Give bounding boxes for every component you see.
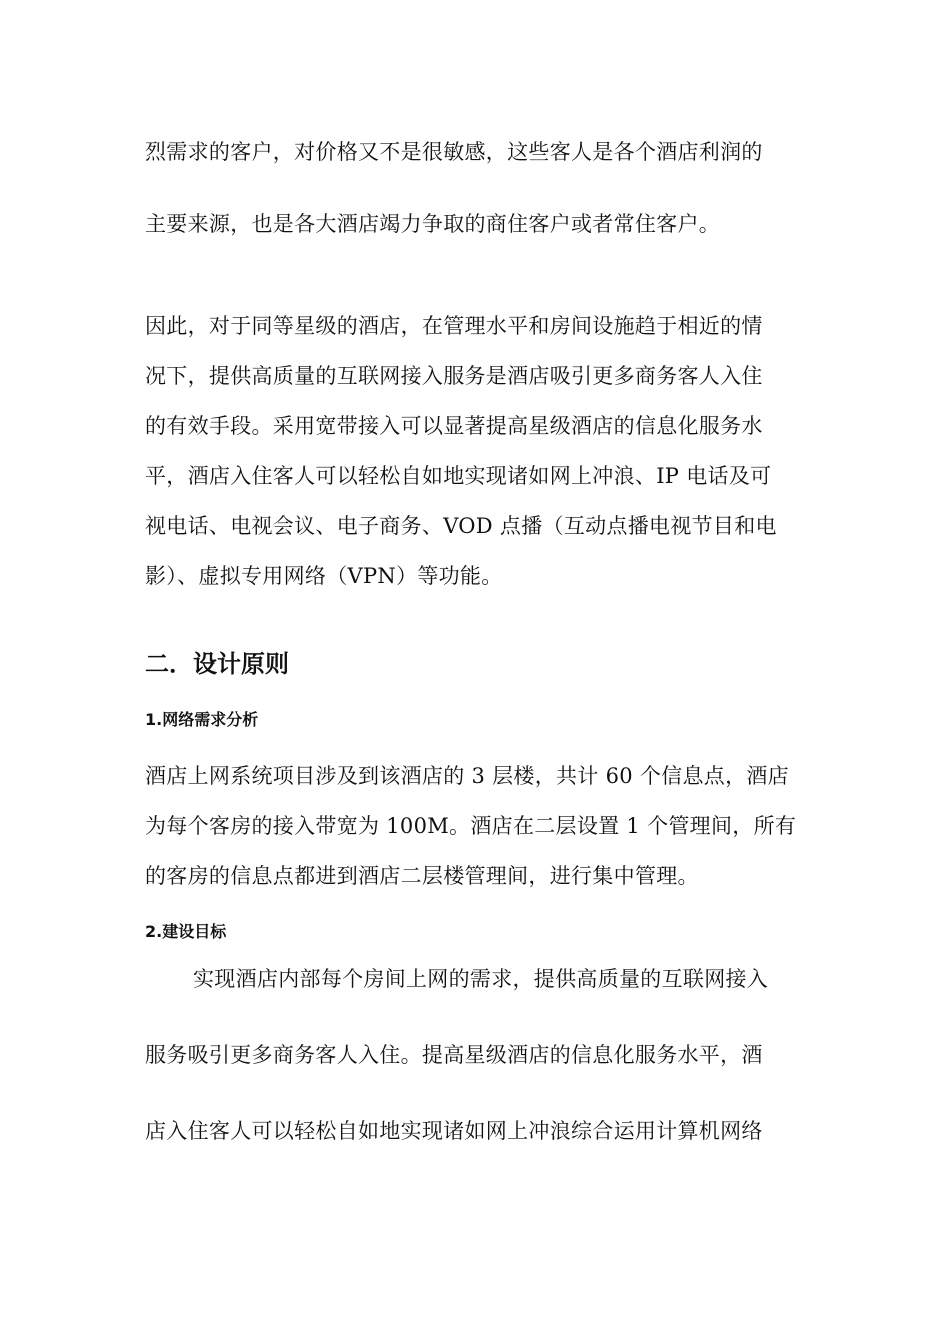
paragraph-line: 主要来源，也是各大酒店竭力争取的商住客户或者常住客户。	[145, 212, 721, 236]
subsection-heading: 1.网络需求分析	[145, 710, 259, 729]
paragraph-line: 影）、虚拟专用网络（VPN）等功能。	[145, 564, 503, 588]
paragraph-line: 为每个客房的接入带宽为 100M。酒店在二层设置 1 个管理间，所有	[145, 814, 797, 838]
paragraph-line: 烈需求的客户，对价格又不是很敏感，这些客人是各个酒店利润的	[145, 140, 763, 164]
paragraph-line: 平，酒店入住客人可以轻松自如地实现诸如网上冲浪、IP 电话及可	[145, 464, 772, 488]
subsection-heading: 2.建设目标	[145, 922, 227, 941]
section-heading: 二．设计原则	[145, 650, 289, 678]
paragraph-line: 店入住客人可以轻松自如地实现诸如网上冲浪综合运用计算机网络	[145, 1119, 763, 1143]
paragraph-line: 因此，对于同等星级的酒店，在管理水平和房间设施趋于相近的情	[145, 314, 763, 338]
paragraph-line: 的客房的信息点都进到酒店二层楼管理间，进行集中管理。	[145, 864, 699, 888]
paragraph-line: 酒店上网系统项目涉及到该酒店的 3 层楼，共计 60 个信息点，酒店	[145, 764, 789, 788]
paragraph-line: 的有效手段。采用宽带接入可以显著提高星级酒店的信息化服务水	[145, 414, 763, 438]
paragraph-line: 实现酒店内部每个房间上网的需求，提供高质量的互联网接入	[193, 967, 769, 991]
paragraph-line: 况下，提供高质量的互联网接入服务是酒店吸引更多商务客人入住	[145, 364, 763, 388]
paragraph-line: 视电话、电视会议、电子商务、VOD 点播（互动点播电视节目和电	[145, 514, 777, 538]
paragraph-line: 服务吸引更多商务客人入住。提高星级酒店的信息化服务水平，酒	[145, 1043, 763, 1067]
